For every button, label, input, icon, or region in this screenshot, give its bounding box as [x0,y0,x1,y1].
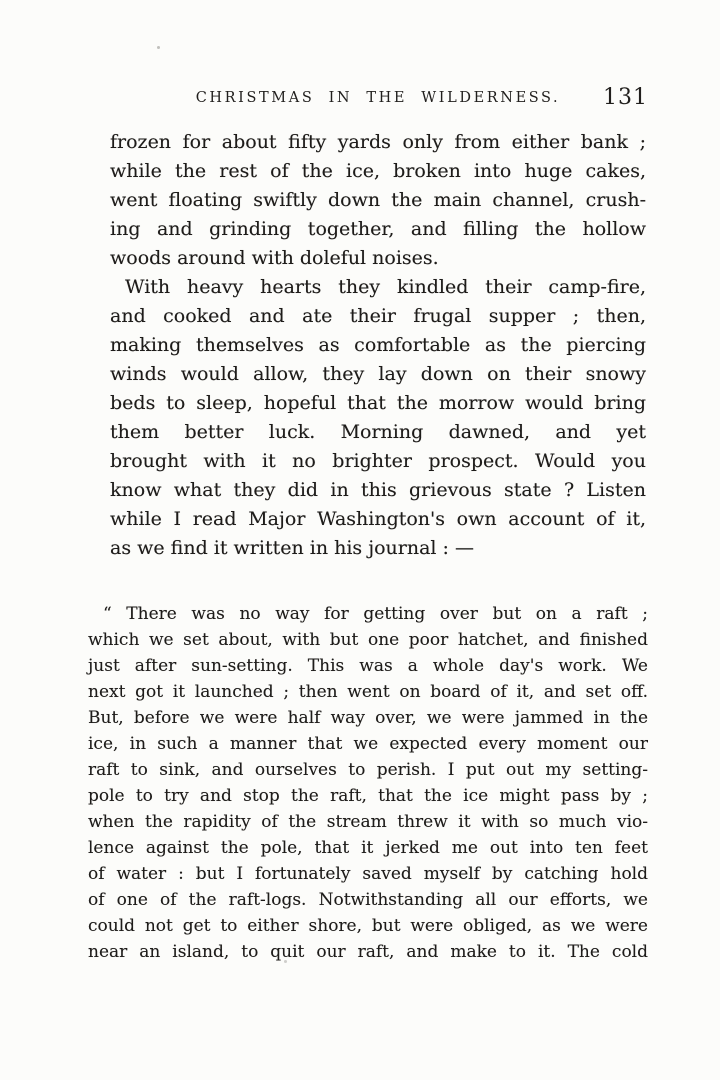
quote-paragraph [88,601,648,965]
journal-quote [88,601,648,965]
text-line: went floating swiftly down the main channel, crush- [110,189,646,211]
text-line: With heavy hearts they kindled their camp-fire, [125,276,646,298]
running-header: CHRISTMAS IN THE WILDERNESS. [195,90,561,106]
paragraph [110,273,646,563]
text-line: near an island, to quit our raft, and make to it. The cold [88,942,648,962]
paragraph [110,128,646,273]
text-line: pole to try and stop the raft, that the ice might pass by ; [88,786,648,806]
text-line: beds to sleep, hopeful that the morrow would bring [110,392,646,414]
text-line: when the rapidity of the stream threw it with so much vio- [88,812,648,832]
text-line: next got it launched ; then went on board of it, and set off. [88,682,648,702]
text-line: could not get to either shore, but were obliged, as we were [88,916,648,936]
text-line: know what they did in this grievous state ? Listen [110,479,646,501]
text-line: which we set about, with but one poor hatchet, and finished [88,630,648,650]
text-line: frozen for about fifty yards only from either bank ; [110,131,646,153]
text-line: But, before we were half way over, we were jammed in the [88,708,648,728]
text-line: winds would allow, they lay down on their snowy [110,363,646,385]
text-line: while the rest of the ice, broken into huge cakes, [110,160,646,182]
text-line: woods around with doleful noises. [110,247,439,269]
text-line: lence against the pole, that it jerked me out into ten feet [88,838,648,858]
text-line: raft to sink, and ourselves to perish. I put out my setting- [88,760,648,780]
text-line: of one of the raft-logs. Notwithstanding all our efforts, we [88,890,648,910]
page-number: 131 [603,85,648,110]
text-line: ice, in such a manner that we expected every moment our [88,734,648,754]
text-line: ing and grinding together, and filling the hollow [110,218,646,240]
text-line: just after sun-setting. This was a whole day's work. We [88,656,648,676]
body-text [110,128,646,563]
scan-speck [157,46,160,49]
text-line: making themselves as comfortable as the piercing [110,334,646,356]
text-line: and cooked and ate their frugal supper ; then, [110,305,646,327]
text-line: “ There was no way for getting over but on a raft ; [103,604,648,624]
text-line: them better luck. Morning dawned, and yet [110,421,646,443]
text-line: as we find it written in his journal : — [110,537,474,559]
text-line: of water : but I fortunately saved myself by catching hold [88,864,648,884]
scan-speck [284,960,287,963]
text-line: while I read Major Washington's own account of it, [110,508,646,530]
text-line: brought with it no brighter prospect. Would you [110,450,646,472]
